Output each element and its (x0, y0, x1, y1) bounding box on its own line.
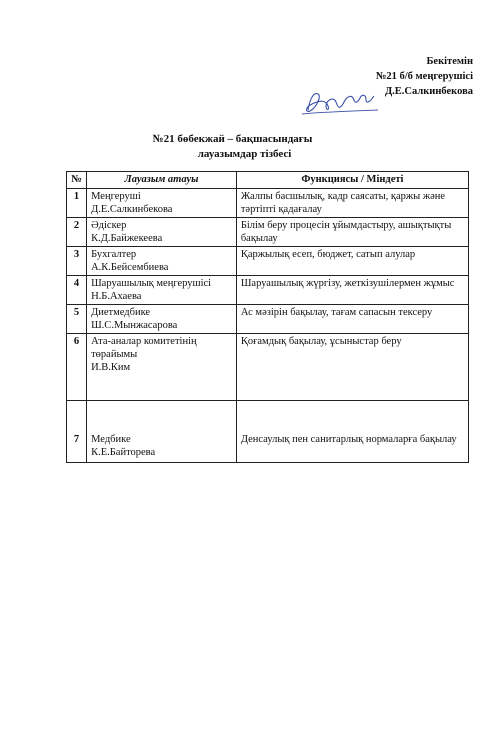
row-position (87, 276, 237, 305)
row-number: 1 (67, 189, 87, 218)
table-header-row (67, 172, 469, 189)
row-number: 3 (67, 247, 87, 276)
row-function: Жалпы басшылық, кадр саясаты, қаржы және тәртіпті қадағалау (236, 189, 468, 218)
table-row (67, 305, 469, 334)
row-position (87, 401, 237, 463)
position-title: Медбике (91, 434, 131, 445)
row-function: Ас мәзірін бақылау, тағам сапасын тексеру (236, 305, 468, 334)
table-row (67, 189, 469, 218)
signature-icon (300, 84, 380, 118)
position-title: Бухгалтер (91, 249, 137, 260)
position-holder: Н.Б.Ахаева (91, 291, 142, 302)
position-title: Меңгеруші (91, 191, 141, 202)
row-number: 4 (67, 276, 87, 305)
approval-name: Д.Е.Салкинбекова (384, 86, 473, 97)
row-function: Шаруашылық жүргізу, жеткізушілермен жұмыс (236, 276, 468, 305)
position-holder: Ш.С.Мынжасарова (91, 320, 178, 331)
row-number: 7 (67, 401, 87, 463)
row-position (87, 247, 237, 276)
row-position (87, 189, 237, 218)
title-line-2: лауазымдар тізбесі (197, 148, 292, 160)
row-position (87, 218, 237, 247)
header-function: Функциясы / Міндеті (236, 172, 468, 189)
position-title: Ата-аналар комитетінің (91, 336, 197, 347)
document-title (0, 132, 483, 162)
position-holder: Д.Е.Салкинбекова (91, 204, 173, 215)
position-holder: А.К.Бейсембиева (91, 262, 169, 273)
row-position (87, 305, 237, 334)
position-holder: К.Д.Байжекеева (91, 233, 163, 244)
table-row (67, 218, 469, 247)
position-holder: И.В.Ким (91, 362, 131, 373)
table-row (67, 401, 469, 463)
approval-position: №21 б/б меңгерушісі (375, 71, 473, 82)
title-line-1: №21 бөбекжай – бақшасындағы (152, 133, 313, 145)
row-function: Қаржылық есеп, бюджет, сатып алулар (236, 247, 468, 276)
position-title-continued: төрайымы (91, 349, 138, 360)
table-row (67, 276, 469, 305)
row-function: Қоғамдық бақылау, ұсыныстар беру (236, 334, 468, 401)
position-title: Шаруашылық меңгерушісі (91, 278, 212, 289)
row-number: 6 (67, 334, 87, 401)
position-holder: К.Е.Байторева (91, 447, 156, 458)
position-title: Диетмедбике (91, 307, 151, 318)
table-row (67, 247, 469, 276)
position-title: Әдіскер (91, 220, 127, 231)
row-position (87, 334, 237, 401)
approval-block (376, 54, 473, 99)
positions-table (66, 171, 469, 463)
row-function: Денсаулық пен санитарлық нормаларға бақылау (236, 401, 468, 463)
row-function: Білім беру процесін ұйымдастыру, ашықтықты бақылау (236, 218, 468, 247)
approval-heading: Бекітемін (426, 56, 473, 67)
header-position: Лауазым атауы (87, 172, 237, 189)
row-number: 2 (67, 218, 87, 247)
table-row (67, 334, 469, 401)
row-number: 5 (67, 305, 87, 334)
header-number: № (67, 172, 87, 189)
